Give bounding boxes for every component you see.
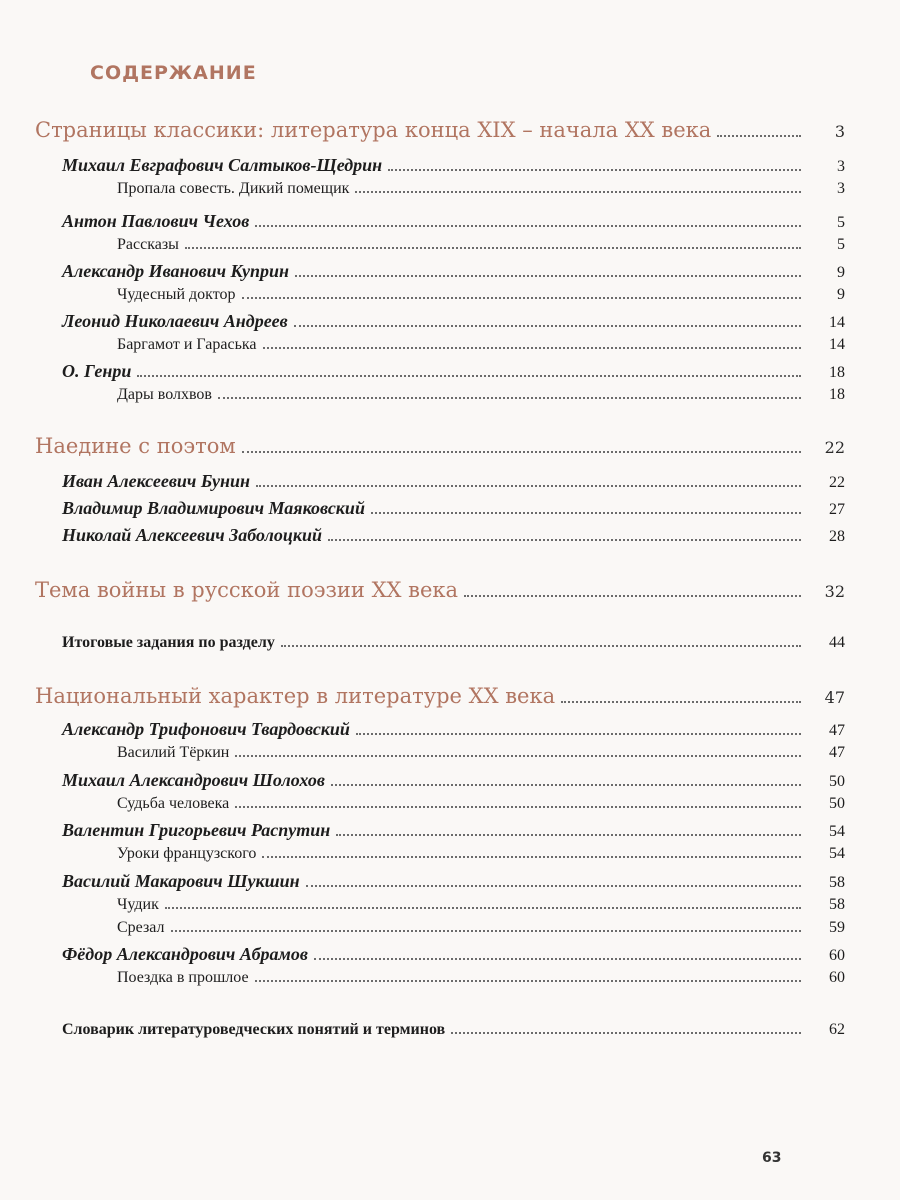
entry-page: 60 (829, 969, 845, 986)
toc-work-entry (0, 845, 900, 863)
entry-label: Михаил Евграфович Салтыков-Щедрин (62, 155, 383, 175)
entry-page: 5 (837, 214, 845, 231)
entry-page: 44 (829, 634, 845, 651)
entry-label: Василий Макарович Шукшин (62, 871, 300, 891)
dot-leader (218, 397, 801, 399)
toc-work-entry (0, 336, 900, 354)
entry-page: 47 (824, 688, 845, 707)
entry-page: 22 (824, 438, 845, 457)
entry-page: 47 (829, 744, 845, 761)
entry-label: О. Генри (62, 361, 132, 381)
entry-page: 58 (829, 874, 845, 891)
dot-leader (235, 806, 801, 808)
dot-leader (388, 169, 801, 171)
dot-leader (171, 930, 801, 932)
entry-label: Итоговые задания по разделу (62, 634, 275, 651)
entry-page: 50 (829, 773, 845, 790)
dot-leader (356, 733, 801, 735)
entry-page: 59 (829, 919, 845, 936)
entry-label: Рассказы (117, 236, 179, 253)
entry-label: Судьба человека (117, 795, 230, 812)
entry-page: 3 (834, 122, 845, 141)
dot-leader (464, 595, 801, 597)
toc-work-entry (0, 236, 900, 254)
entry-page: 14 (829, 336, 845, 353)
dot-leader (717, 135, 801, 137)
dot-leader (294, 325, 801, 327)
entry-page: 50 (829, 795, 845, 812)
dot-leader (185, 247, 801, 249)
toc-author-entry (0, 770, 900, 791)
entry-page: 54 (829, 823, 845, 840)
dot-leader (255, 980, 801, 982)
entry-label: Чудесный доктор (117, 286, 236, 303)
toc-author-entry (0, 871, 900, 892)
dot-leader (235, 755, 801, 757)
entry-page: 3 (837, 158, 845, 175)
dot-leader (256, 485, 801, 487)
entry-page: 18 (829, 364, 845, 381)
toc-section-entry (0, 578, 900, 602)
entry-page: 3 (837, 180, 845, 197)
entry-page: 22 (829, 474, 845, 491)
entry-label: Наедине с поэтом (35, 434, 236, 458)
entry-label: Иван Алексеевич Бунин (62, 471, 251, 491)
entry-page: 47 (829, 722, 845, 739)
dot-leader (328, 539, 801, 541)
toc-author-entry (0, 471, 900, 492)
entry-label: Николай Алексеевич Заболоцкий (62, 525, 322, 545)
toc-plain-entry (0, 1021, 900, 1039)
entry-label: Национальный характер в литературе XX века (35, 684, 556, 708)
toc-work-entry (0, 896, 900, 914)
toc-work-entry (0, 919, 900, 937)
toc-author-entry (0, 820, 900, 841)
entry-label: Михаил Александрович Шолохов (62, 770, 325, 790)
entry-label: Срезал (117, 919, 165, 936)
entry-page: 32 (824, 582, 845, 601)
dot-leader (451, 1032, 801, 1034)
entry-label: Леонид Николаевич Андреев (62, 311, 288, 331)
dot-leader (355, 191, 801, 193)
entry-label: Поездка в прошлое (117, 969, 249, 986)
entry-label: Страницы классики: литература конца XIX – начала XX века (35, 118, 712, 142)
entry-page: 62 (829, 1021, 845, 1038)
dot-leader (561, 701, 801, 703)
toc-author-entry (0, 944, 900, 965)
toc-work-entry (0, 180, 900, 198)
dot-leader (165, 907, 801, 909)
dot-leader (306, 885, 801, 887)
entry-page: 18 (829, 386, 845, 403)
toc-work-entry (0, 386, 900, 404)
toc-section-entry (0, 118, 900, 142)
dot-leader (314, 958, 801, 960)
dot-leader (242, 451, 801, 453)
dot-leader (137, 375, 801, 377)
toc-work-entry (0, 744, 900, 762)
entry-label: Александр Трифонович Твардовский (62, 719, 350, 739)
toc-title: СОДЕРЖАНИЕ (90, 62, 257, 84)
toc-plain-entry (0, 634, 900, 652)
entry-page: 60 (829, 947, 845, 964)
entry-page: 27 (829, 501, 845, 518)
entry-page: 58 (829, 896, 845, 913)
entry-label: Пропала совесть. Дикий помещик (117, 180, 350, 197)
entry-label: Уроки французского (117, 845, 257, 862)
entry-label: Словарик литературоведческих понятий и терминов (62, 1021, 446, 1038)
dot-leader (242, 297, 802, 299)
entry-page: 28 (829, 528, 845, 545)
entry-label: Антон Павлович Чехов (62, 211, 250, 231)
toc-work-entry (0, 969, 900, 987)
toc-section-entry (0, 434, 900, 458)
entry-page: 5 (837, 236, 845, 253)
toc-author-entry (0, 261, 900, 282)
dot-leader (255, 225, 801, 227)
dot-leader (371, 512, 801, 514)
toc-author-entry (0, 311, 900, 332)
toc-author-entry (0, 211, 900, 232)
toc-author-entry (0, 498, 900, 519)
entry-label: Баргамот и Гараська (117, 336, 257, 353)
toc-author-entry (0, 155, 900, 176)
dot-leader (263, 347, 801, 349)
page-number: 63 (762, 1150, 782, 1166)
entry-label: Чудик (117, 896, 159, 913)
toc-author-entry (0, 525, 900, 546)
entry-label: Василий Тёркин (117, 744, 230, 761)
entry-label: Фёдор Александрович Абрамов (62, 944, 308, 964)
entry-label: Владимир Владимирович Маяковский (62, 498, 365, 518)
dot-leader (262, 856, 801, 858)
entry-label: Дары волхвов (117, 386, 212, 403)
entry-page: 9 (837, 264, 845, 281)
dot-leader (281, 645, 801, 647)
toc-work-entry (0, 795, 900, 813)
entry-label: Валентин Григорьевич Распутин (62, 820, 331, 840)
entry-label: Тема войны в русской поэзии XX века (35, 578, 459, 602)
entry-label: Александр Иванович Куприн (62, 261, 289, 281)
dot-leader (336, 834, 801, 836)
toc-work-entry (0, 286, 900, 304)
toc-author-entry (0, 361, 900, 382)
toc-author-entry (0, 719, 900, 740)
toc-section-entry (0, 684, 900, 708)
entry-page: 54 (829, 845, 845, 862)
entry-page: 14 (829, 314, 845, 331)
dot-leader (295, 275, 801, 277)
entry-page: 9 (837, 286, 845, 303)
dot-leader (331, 784, 801, 786)
